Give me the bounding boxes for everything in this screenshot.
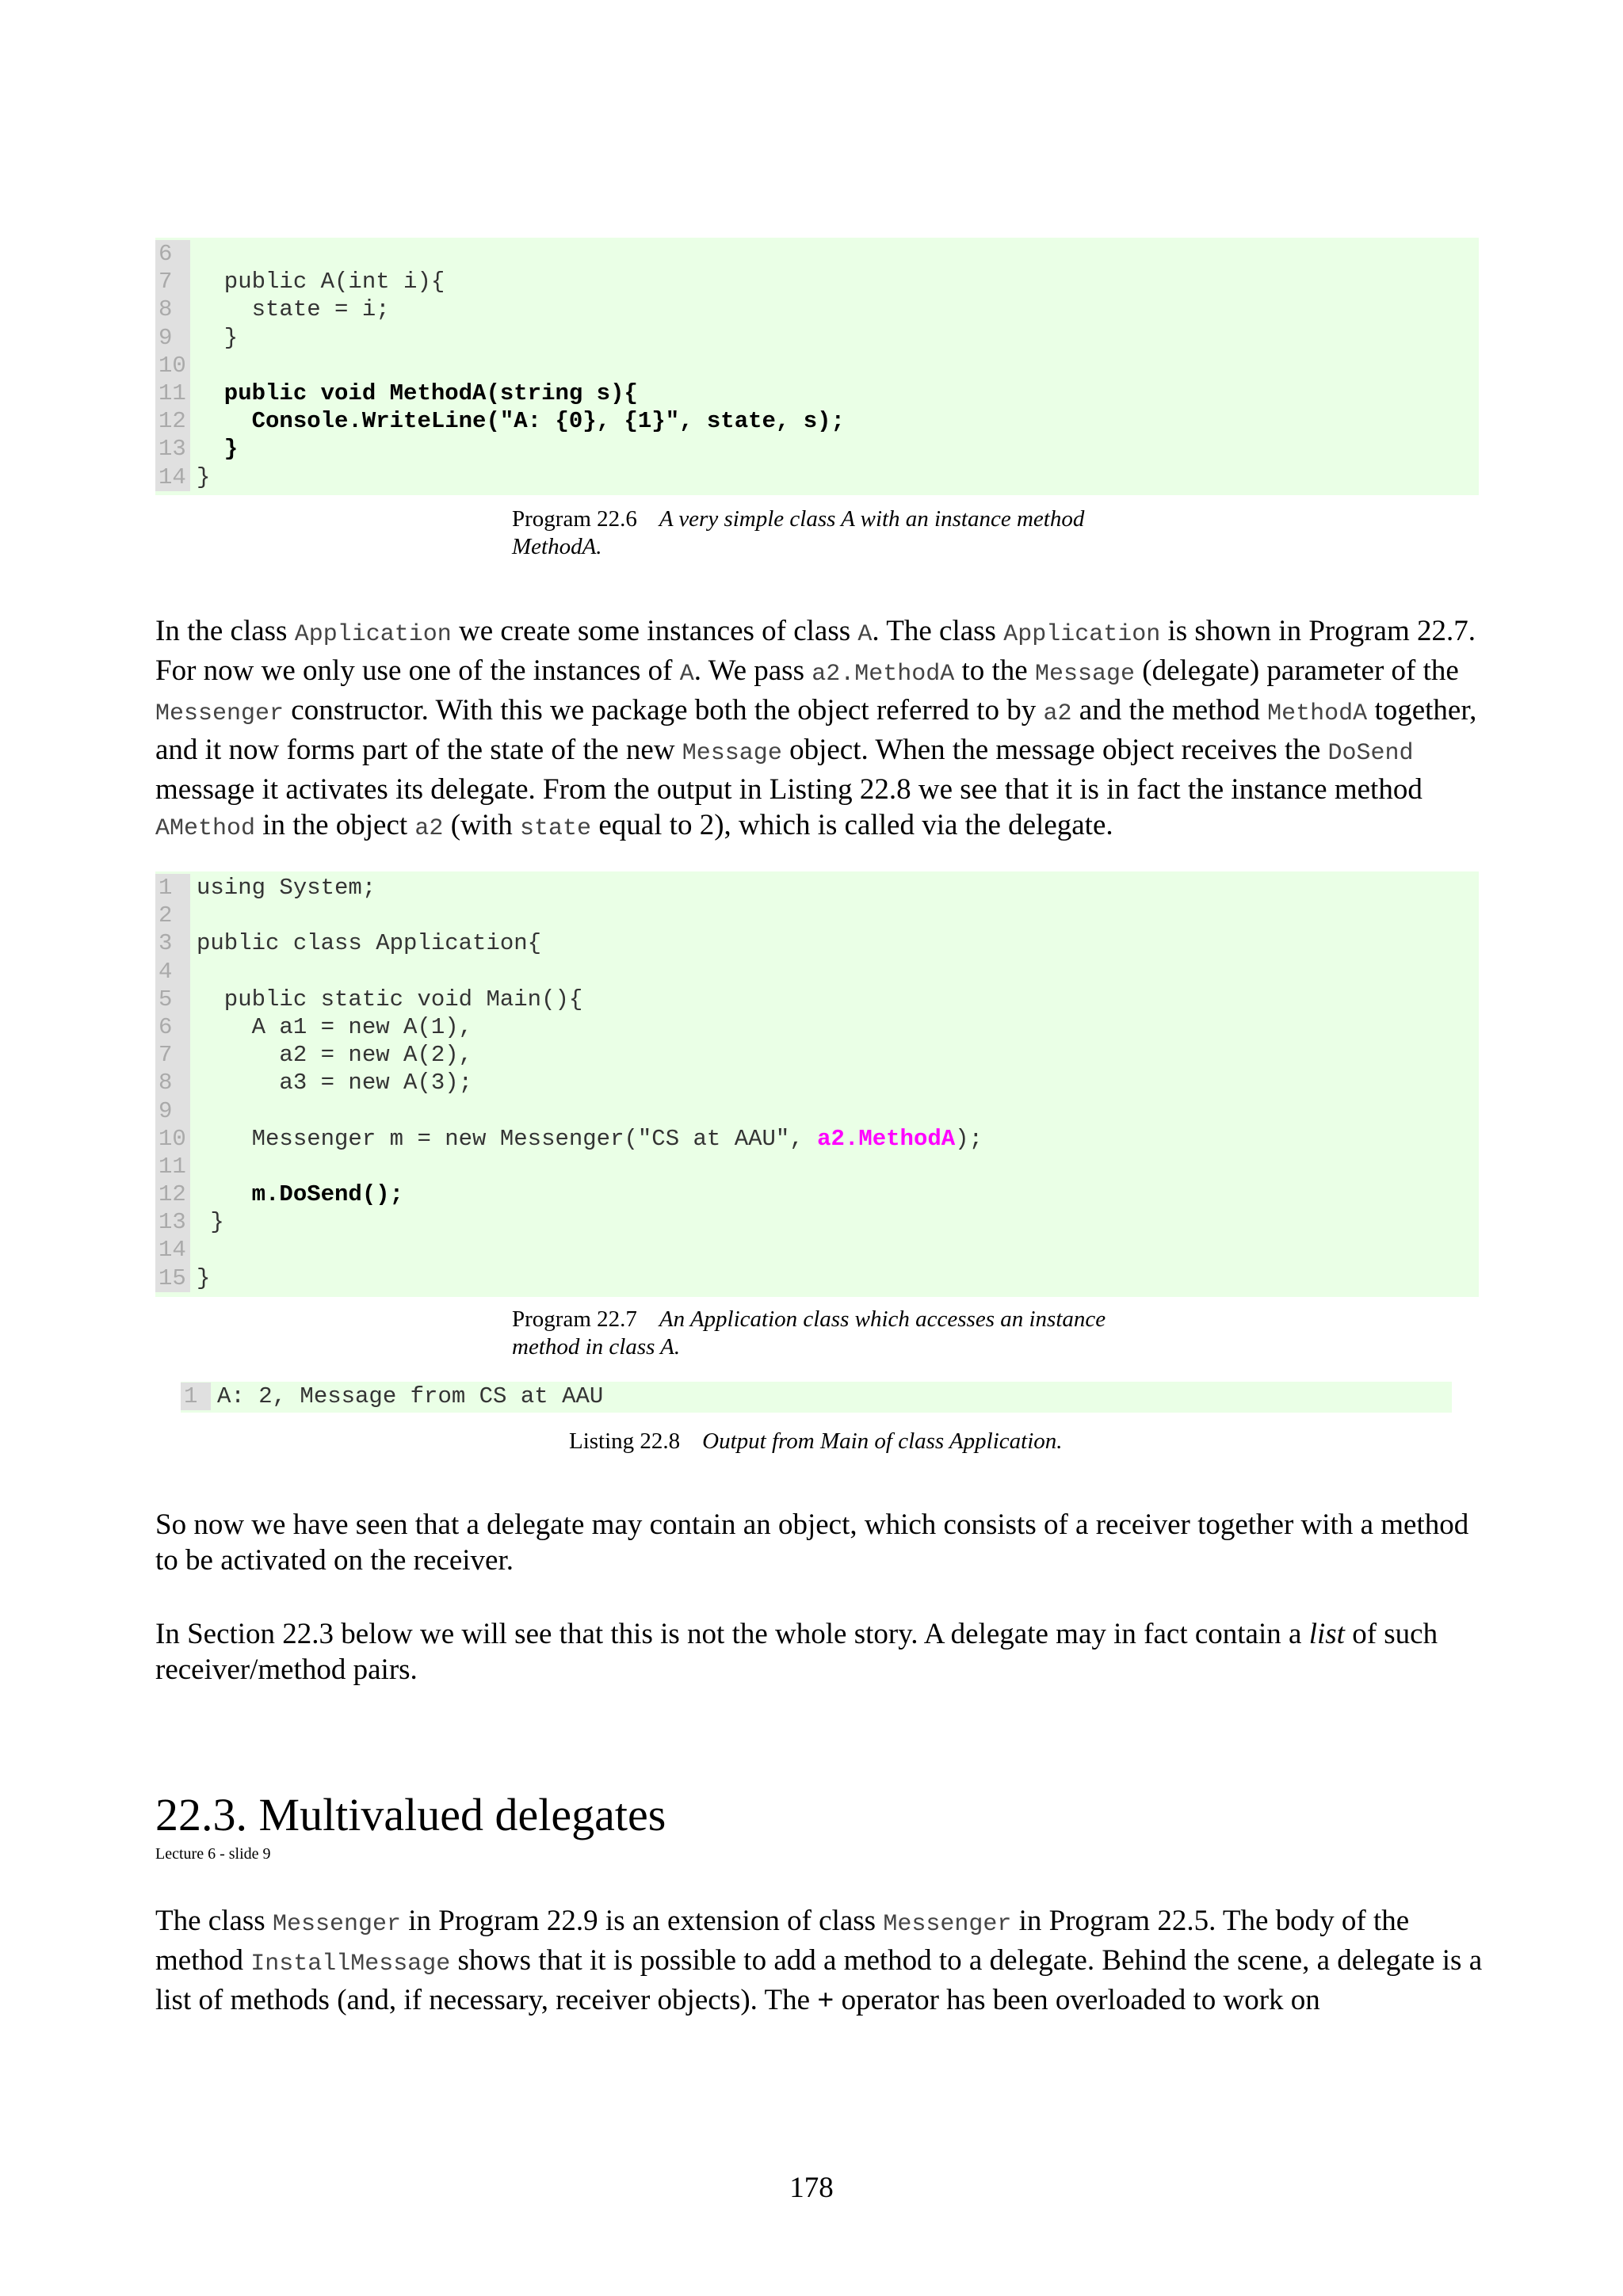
section-heading: 22.3. Multivalued delegates: [155, 1789, 666, 1840]
caption-description: An Application class which accesses an instance: [659, 1306, 1106, 1332]
page-number: 178: [789, 2172, 834, 2204]
inline-code: Messenger: [883, 1911, 1012, 1938]
code-line: 9: [155, 1097, 1479, 1125]
body-paragraph-3: In Section 22.3 below we will see that this is not the whole story. A delegate may in fact contain a list of such receiver/method pairs.: [155, 1618, 1438, 1686]
body-paragraph-2: So now we have seen that a delegate may contain an object, which consists of a receiver together with a method to be activated on the receiver.: [155, 1508, 1469, 1577]
code-line: 10 Messenger m = new Messenger("CS at AAU", a2.MethodA);: [155, 1125, 1479, 1153]
code-line: 8 state = i;: [155, 296, 1479, 323]
inline-code: Application: [294, 621, 452, 648]
inline-code: Messenger: [272, 1911, 401, 1938]
code-line: 15 }: [155, 1264, 1479, 1292]
caption-description-cont: method in class A.: [512, 1334, 681, 1360]
operator-symbol: +: [817, 1984, 834, 2016]
code-listing-program-22-6: [155, 238, 1479, 495]
code-line: 11 public void MethodA(string s){: [155, 379, 1479, 407]
code-line: 8 a3 = new A(3);: [155, 1069, 1479, 1097]
code-line: 6 A a1 = new A(1),: [155, 1013, 1479, 1041]
emphasis: list: [1308, 1618, 1345, 1650]
caption-program-22-7: [512, 1306, 1225, 1361]
code-line: 13 }: [155, 1208, 1479, 1236]
section-slide-reference: Lecture 6 - slide 9: [155, 1845, 271, 1863]
code-line: 3 public class Application{: [155, 929, 1479, 957]
inline-code: a2: [414, 815, 444, 842]
code-line: 10: [155, 352, 1479, 379]
code-line: 9 }: [155, 324, 1479, 352]
code-line: 12 m.DoSend();: [155, 1180, 1479, 1208]
code-line: 12 Console.WriteLine("A: {0}, {1}", state, s);: [155, 407, 1479, 435]
inline-code: state: [520, 815, 592, 842]
code-line: 7 a2 = new A(2),: [155, 1041, 1479, 1069]
inline-code: Message: [1034, 661, 1136, 688]
code-line: 1 A: 2, Message from CS at AAU: [181, 1383, 1452, 1410]
inline-code: AMethod: [155, 815, 256, 842]
inline-code: A: [679, 661, 694, 688]
caption-number: Program 22.7: [512, 1306, 637, 1332]
code-line: 11: [155, 1153, 1479, 1180]
code-line: 14 }: [155, 463, 1479, 491]
caption-description: A very simple class A with an instance method: [659, 506, 1085, 532]
code-line: 5 public static void Main(){: [155, 986, 1479, 1013]
body-paragraph-4: The class Messenger in Program 22.9 is an extension of class Messenger in Program 22.5. The body of the method InstallMessage shows that it is possible to add a method to a delegate. Behind the scene, a delegate is a list of methods (and, if necessary, receiver objects). The + operator has been overloaded to work on: [155, 1905, 1483, 2016]
code-line: 7 public A(int i){: [155, 268, 1479, 296]
inline-code: InstallMessage: [250, 1951, 451, 1978]
inline-code: a2.MethodA: [812, 661, 955, 688]
inline-code: Messenger: [155, 700, 285, 727]
code-line: 14: [155, 1236, 1479, 1264]
inline-code: DoSend: [1327, 740, 1414, 767]
inline-code: a2: [1043, 700, 1072, 727]
highlighted-code: a2.MethodA: [817, 1125, 956, 1152]
caption-listing-22-8: [569, 1428, 1361, 1455]
inline-code: MethodA: [1267, 700, 1368, 727]
caption-program-22-6: [512, 505, 1225, 561]
caption-number: Program 22.6: [512, 506, 637, 532]
caption-description-cont: MethodA.: [512, 534, 602, 559]
inline-code: A: [857, 621, 873, 648]
code-line: 6: [155, 240, 1479, 268]
code-listing-22-8: [181, 1382, 1452, 1413]
body-paragraph-1: In the class Application we create some instances of class A. The class Application is shown in Program 22.7. For now we only use one of the instances of A. We pass a2.MethodA to the Message (delegate) parameter of the Messenger constructor. With this we package both the object referred to by a2 and the method MethodA together, and it now forms part of the state of the new Message object. When the message object receives the DoSend message it activates its delegate. From the output in Listing 22.8 we see that it is in fact the instance method AMethod in the object a2 (with state equal to 2), which is called via the delegate.: [155, 615, 1477, 842]
code-line: 4: [155, 958, 1479, 986]
code-line: 13 }: [155, 435, 1479, 463]
inline-code: Application: [1003, 621, 1161, 648]
caption-description: Output from Main of class Application.: [702, 1428, 1063, 1454]
code-listing-program-22-7: [155, 871, 1479, 1297]
caption-number: Listing 22.8: [569, 1428, 681, 1454]
inline-code: Message: [682, 740, 782, 767]
code-line: 1 using System;: [155, 874, 1479, 902]
code-line: 2: [155, 902, 1479, 929]
